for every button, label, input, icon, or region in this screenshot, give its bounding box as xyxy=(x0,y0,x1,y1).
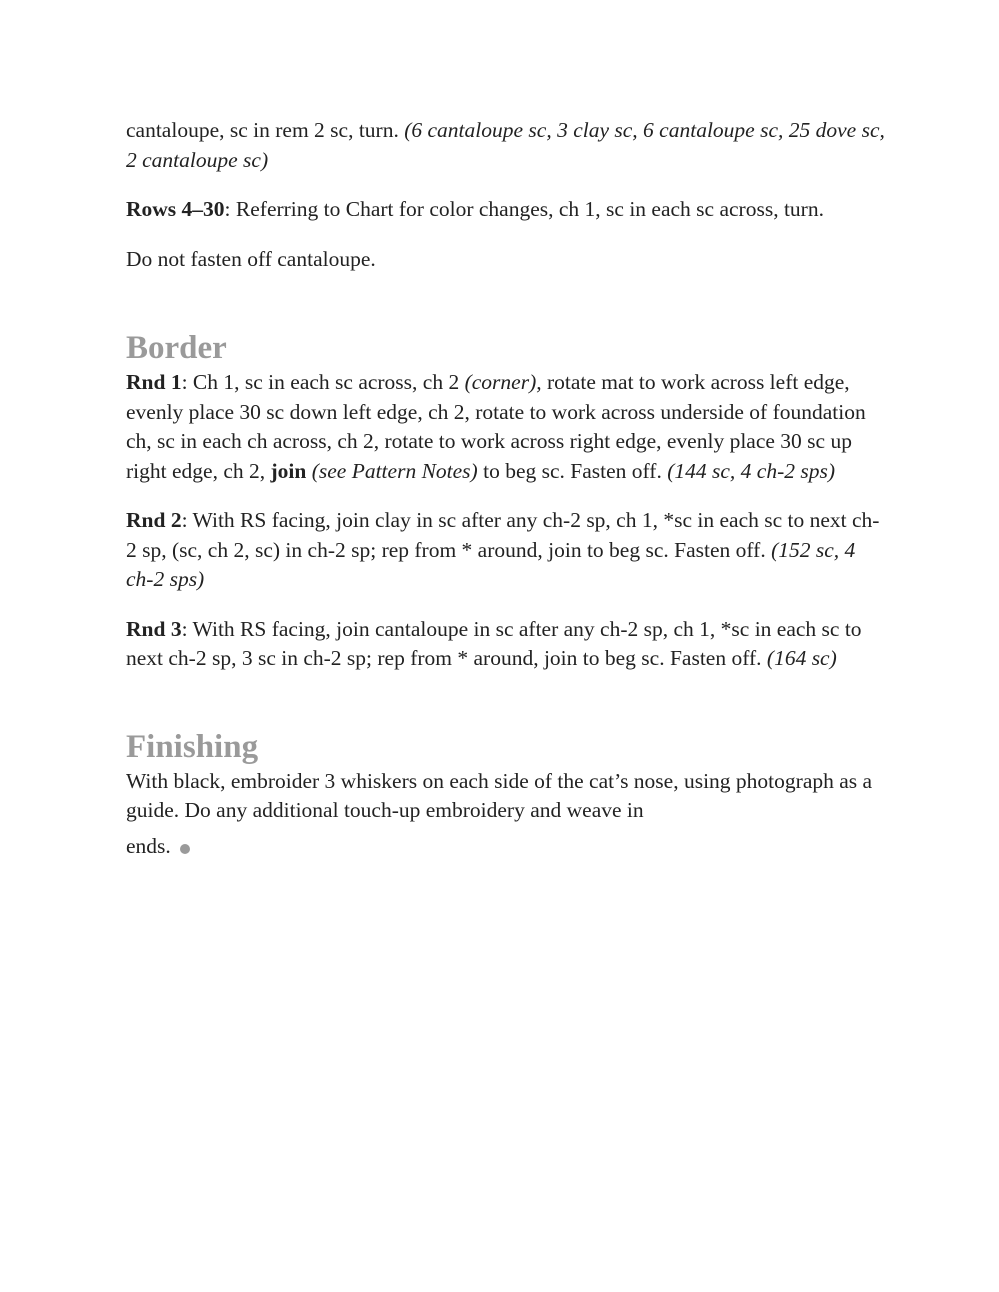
no-fasten-paragraph: Do not fasten off cantaloupe. xyxy=(126,246,376,271)
finishing-text: With black, embroider 3 whiskers on each side of the cat’s nose, using photograph as a guide. Do any additional touch-up embroidery and weave in xyxy=(126,768,873,822)
rnd1-corner-note: (corner), xyxy=(464,370,542,394)
rows-4-30-text: : Referring to Chart for color changes, ch 1, sc in each sc across, turn. xyxy=(224,197,824,221)
rnd2-stitch-count: (152 sc, 4 ch-2 sps) xyxy=(126,537,856,591)
finishing-last-line xyxy=(126,832,190,862)
rnd1-stitch-count: (144 sc, 4 ch-2 sps) xyxy=(667,458,836,483)
border-heading: Border xyxy=(126,330,227,366)
rnd3-text: : With RS facing, join cantaloupe in sc after any ch-2 sp, ch 1, *sc in each sc to next ch-2 sp, 3 sc in ch-2 sp; rep from * around, join to beg sc. Fasten off. xyxy=(126,616,862,670)
page-content xyxy=(126,116,886,861)
rnd1-label: Rnd 1 xyxy=(126,370,182,394)
rnd1-pattern-note: (see Pattern Notes) xyxy=(306,458,478,483)
rnd3-paragraph xyxy=(126,615,886,674)
rnd2-label: Rnd 2 xyxy=(126,508,182,532)
rows-4-30-label: Rows 4–30 xyxy=(126,197,225,221)
rows-4-30-paragraph xyxy=(126,195,886,225)
rnd2-paragraph xyxy=(126,506,886,595)
rnd1-paragraph xyxy=(126,368,886,486)
rnd3-label: Rnd 3 xyxy=(126,616,182,641)
rnd3-stitch-count: (164 sc) xyxy=(766,646,837,670)
rnd1-text-2: rotate mat to work across left edge, evenly place 30 sc down left edge, ch 2, rotate to work across underside of foundation ch, sc in each ch across, ch 2, rotate to work across right edge, evenly place 30 sc up right edge, ch 2, xyxy=(126,370,866,483)
finishing-last-word: ends. xyxy=(126,833,171,858)
rnd1-text-1: : Ch 1, sc in each sc across, ch 2 xyxy=(181,370,465,394)
rnd1-join: join xyxy=(270,458,307,483)
finishing-paragraph xyxy=(126,767,886,862)
end-dot-icon xyxy=(180,844,190,854)
intro-stitch-count: (6 cantaloupe sc, 3 clay sc, 6 cantaloupe sc, 25 dove sc, 2 cantaloupe sc) xyxy=(126,118,885,172)
intro-paragraph xyxy=(126,116,886,175)
finishing-heading: Finishing xyxy=(126,728,259,765)
rnd1-text-3: to beg sc. Fasten off. xyxy=(477,458,668,483)
intro-text: cantaloupe, sc in rem 2 sc, turn. xyxy=(126,118,405,142)
rnd2-text: : With RS facing, join clay in sc after any ch-2 sp, ch 1, *sc in each sc to next ch-2 sp, (sc, ch 2, sc) in ch-2 sp; rep from * around, join to beg sc. Fasten off. xyxy=(126,508,880,562)
